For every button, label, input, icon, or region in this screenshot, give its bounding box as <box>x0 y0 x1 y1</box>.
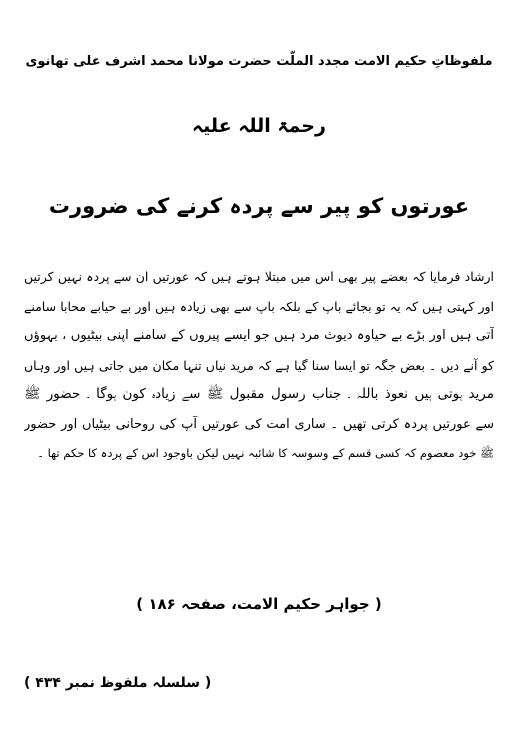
section-heading: عورتوں کو پیر سے پردہ کرنے کی ضرورت <box>48 194 470 218</box>
body-line: ارشاد فرمایا کہ بعضے پیر بھی اس میں مبتلا ہوتے ہیں کہ عورتیں ان سے پردہ نہیں کرتیں <box>24 269 494 284</box>
source-reference: ( جواہر حکیم الامت، صفحہ ۱۸۶ ) <box>136 595 382 613</box>
document-subtitle: رحمۃ اللہ علیہ <box>192 115 326 137</box>
document-title: ملفوظاتِ حکیم الامت مجدد الملّت حضرت مولانا محمد اشرف علی تھانوی <box>25 54 493 69</box>
body-line: سے عورتیں پردہ کرتی تھیں ۔ ساری امت کی عورتیں آپ کی روحانی بیٹیاں اور حضور <box>24 416 494 432</box>
body-line: آتی ہیں اور بڑے بے حیاوہ دیوث مرد ہیں جو ایسے پیروں کے سامنے اپنی بیٹیوں ، بہوؤں <box>24 328 494 343</box>
body-paragraph <box>24 262 494 469</box>
body-line: اور کہتی ہیں کہ یہ تو بجائے باپ کے بلکہ باپ سے بھی زیادہ ہیں اور بے حیابے محابا سامنے <box>24 298 494 314</box>
body-line: کو آنے دیں ۔ بعض جگہ تو ایسا سنا گیا ہے کہ مرید نیاں تنہا مکان میں جاتی ہیں اور وہاں <box>24 357 494 373</box>
serial-number: ( سلسلہ ملفوظ نمبر ۴۳۴ ) <box>24 675 212 691</box>
body-line: ﷺ خود معصوم کہ کسی قسم کے وسوسہ کا شائبہ نہیں لیکن باوجود اس کے پردہ کا حکم تھا ۔ <box>37 446 494 460</box>
body-line: مرید ہوتی ہیں نعوذ باللہ ۔ جناب رسول مقبول ﷺ سے زیادہ کون ہوگا ۔ حضور ﷺ <box>24 386 494 402</box>
